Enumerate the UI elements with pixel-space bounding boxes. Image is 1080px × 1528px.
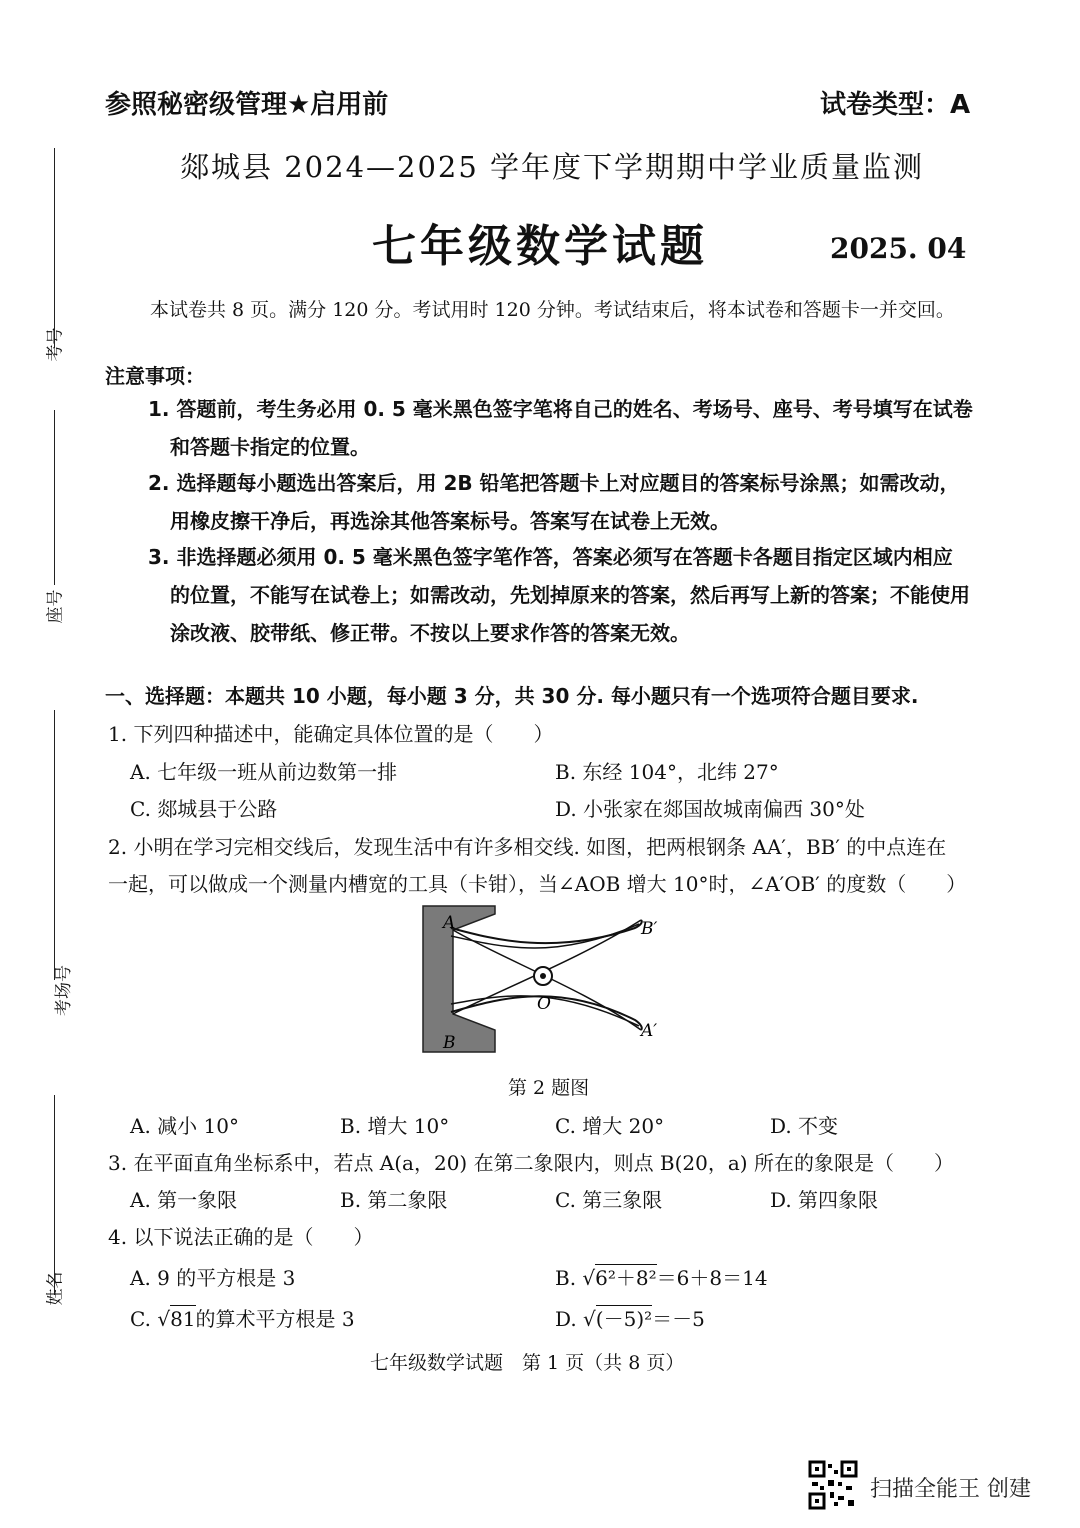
sidebar-label-seat-number: 座号 xyxy=(45,589,66,624)
paper-type: 试卷类型：A xyxy=(820,90,971,120)
question-2-option-d: D. 不变 xyxy=(770,1114,839,1138)
question-2-option-c: C. 增大 20° xyxy=(555,1114,665,1138)
sidebar-label-room-number: 考场号 xyxy=(54,965,74,1016)
question-2-option-b: B. 增大 10° xyxy=(340,1114,450,1138)
qr-code-icon xyxy=(808,1460,858,1510)
question-4-option-a: A. 9 的平方根是 3 xyxy=(130,1266,296,1290)
question-2-option-a: A. 减小 10° xyxy=(130,1114,239,1138)
sidebar-label-name: 姓名 xyxy=(45,1271,66,1306)
exam-date: 2025. 04 xyxy=(830,232,967,265)
question-1-stem: 1. 下列四种描述中，能确定具体位置的是（ ） xyxy=(108,722,554,746)
question-4-stem: 4. 以下说法正确的是（ ） xyxy=(108,1225,374,1249)
label-a: A xyxy=(443,913,456,933)
scanner-watermark: 扫描全能王 创建 xyxy=(870,1477,1031,1502)
page-title: 七年级数学试题 xyxy=(372,221,708,272)
question-4-option-c: C. √81的算术平方根是 3 xyxy=(130,1307,355,1331)
sidebar-divider xyxy=(54,1095,55,1295)
question-2-line2: 一起，可以做成一个测量内槽宽的工具（卡钳），当∠AOB 增大 10°时，∠A′OB′ 的度数（ ） xyxy=(108,872,967,896)
question-1-option-b: B. 东经 104°，北纬 27° xyxy=(555,760,779,784)
notice-heading: 注意事项： xyxy=(105,364,205,388)
question-3-option-b: B. 第二象限 xyxy=(340,1188,448,1212)
question-3-option-c: C. 第三象限 xyxy=(555,1188,663,1212)
slot-block xyxy=(423,906,495,1052)
question-2-line1: 2. 小明在学习完相交线后，发现生活中有许多相交线. 如图，把两根钢条 AA′，BB′ 的中点连在 xyxy=(108,835,947,859)
question-1-option-c: C. 郯城县于公路 xyxy=(130,797,278,821)
label-o: O xyxy=(537,994,551,1014)
question-4-option-d: D. √(－5)²＝－5 xyxy=(555,1307,705,1331)
notice-item-3: 3. 非选择题必须用 0. 5 毫米黑色签字笔作答，答案必须写在答题卡各题目指定区域内相应 的位置，不能写在试卷上；如需改动，先划掉原来的答案，然后再写上新的答案；不能使用 涂改液、胶带纸、修正带。不按以上要求作答的答案无效。 xyxy=(148,545,970,645)
section-heading: 一、选择题：本题共 10 小题，每小题 3 分，共 30 分. 每小题只有一个选项符合题目要求. xyxy=(105,684,919,708)
exam-subtitle: 郯城县 2024—2025 学年度下学期期中学业质量监测 xyxy=(180,150,925,184)
figure-caption: 第 2 题图 xyxy=(508,1077,590,1099)
sidebar-divider xyxy=(54,148,55,348)
caliper-figure xyxy=(405,900,685,1065)
label-a-prime: A′ xyxy=(641,1021,658,1041)
notice-item-2: 2. 选择题每小题选出答案后，用 2B 铅笔把答题卡上对应题目的答案标号涂黑；如需改动， 用橡皮擦干净后，再选涂其他答案标号。答案写在试卷上无效。 xyxy=(148,471,960,533)
question-3-option-a: A. 第一象限 xyxy=(130,1188,238,1212)
notice-item-1: 1. 答题前，考生务必用 0. 5 毫米黑色签字笔将自己的姓名、考场号、座号、考号填写在试卷 和答题卡指定的位置。 xyxy=(148,397,973,459)
pivot-center xyxy=(540,973,546,979)
question-4-option-b: B. √6²＋8²＝6＋8＝14 xyxy=(555,1266,768,1290)
page-footer: 七年级数学试题 第 1 页（共 8 页） xyxy=(370,1352,685,1374)
label-b-prime: B′ xyxy=(641,919,658,939)
sidebar-label-exam-number: 考号 xyxy=(45,327,66,362)
sidebar-divider xyxy=(54,410,55,585)
question-3-option-d: D. 第四象限 xyxy=(770,1188,879,1212)
label-b: B xyxy=(443,1033,456,1053)
sidebar-divider xyxy=(54,710,55,980)
question-3-stem: 3. 在平面直角坐标系中，若点 A(a，20) 在第二象限内，则点 B(20，a) 所在的象限是（ ） xyxy=(108,1151,954,1175)
confidential-label: 参照秘密级管理★启用前 xyxy=(105,90,389,120)
question-1-option-d: D. 小张家在郯国故城南偏西 30°处 xyxy=(555,797,865,821)
question-1-option-a: A. 七年级一班从前边数第一排 xyxy=(130,760,398,784)
bar-aa-prime-upper xyxy=(451,920,642,943)
exam-intro: 本试卷共 8 页。满分 120 分。考试用时 120 分钟。考试结束后，将本试卷和答题卡一并交回。 xyxy=(150,299,955,321)
